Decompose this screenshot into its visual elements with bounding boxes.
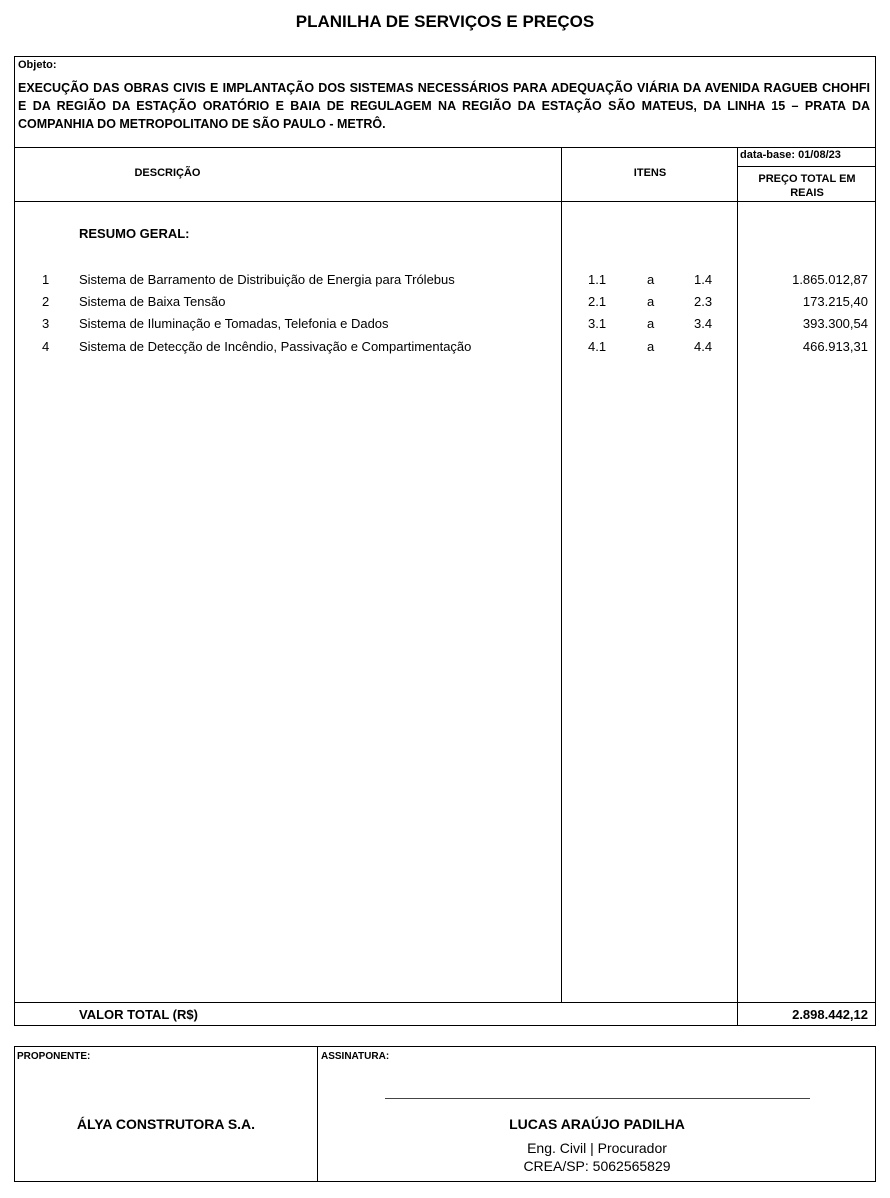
row-item-to: 1.4 [694,272,713,287]
data-base-divider [737,166,876,167]
row-price: 1.865.012,87 [792,272,868,287]
objeto-box [14,56,876,148]
signature-line [385,1098,810,1099]
row-price: 466.913,31 [802,339,868,354]
row-number: 4 [42,339,50,354]
row-number: 1 [42,272,50,287]
row-item-to: 3.4 [694,316,713,331]
table-row [14,339,876,359]
objeto-text: EXECUÇÃO DAS OBRAS CIVIS E IMPLANTAÇÃO DOS SISTEMAS NECESSÁRIOS PARA ADEQUAÇÃO VIÁRIA DA AVENIDA RAGUEB CHOHFI E DA REGIÃO DA ESTAÇÃO ORATÓRIO E BAIA DE REGULAGEM NA REGIÃO DA ESTAÇÃO SÃO MATEUS, DA LINHA 15 – PRATA DA COMPANHIA DO METROPOLITANO DE SÃO PAULO - METRÔ. [18,81,870,131]
row-number: 3 [42,316,50,331]
row-price: 173.215,40 [802,294,868,309]
row-item-from: 2.1 [588,294,607,309]
row-description: Sistema de Iluminação e Tomadas, Telefonia e Dados [79,316,389,331]
signer-crea: CREA/SP: 5062565829 [523,1158,671,1174]
resumo-label: RESUMO GERAL: [79,226,190,241]
header-preco-total: PREÇO TOTAL EM REAIS [758,173,856,199]
header-data-base: data-base: 01/08/23 [740,149,841,161]
total-label: VALOR TOTAL (R$) [79,1007,198,1022]
row-item-sep: a [647,316,655,331]
proponente-name: ÁLYA CONSTRUTORA S.A. [76,1116,256,1132]
row-item-from: 4.1 [588,339,607,354]
row-item-to: 2.3 [694,294,713,309]
row-description: Sistema de Barramento de Distribuição de Energia para Trólebus [79,272,455,287]
header-itens: ITENS [633,167,667,179]
row-number: 2 [42,294,50,309]
row-item-sep: a [647,294,655,309]
signer-name: LUCAS ARAÚJO PADILHA [509,1116,685,1132]
row-item-to: 4.4 [694,339,713,354]
row-item-sep: a [647,272,655,287]
row-item-from: 1.1 [588,272,607,287]
table-row [14,316,876,336]
page-title: PLANILHA DE SERVIÇOS E PREÇOS [295,12,595,31]
signer-role: Eng. Civil | Procurador [527,1140,667,1156]
total-divider [14,1002,876,1003]
header-divider [14,201,876,202]
proponente-label: PROPONENTE: [17,1051,91,1062]
objeto-label: Objeto: [18,59,57,71]
table-row [14,294,876,314]
assinatura-label: ASSINATURA: [321,1051,390,1062]
row-description: Sistema de Baixa Tensão [79,294,226,309]
row-description: Sistema de Detecção de Incêndio, Passivação e Compartimentação [79,339,472,354]
header-descricao: DESCRIÇÃO [134,167,201,179]
table-row [14,272,876,292]
row-item-from: 3.1 [588,316,607,331]
total-value: 2.898.442,12 [792,1007,868,1022]
row-item-sep: a [647,339,655,354]
row-price: 393.300,54 [802,316,868,331]
